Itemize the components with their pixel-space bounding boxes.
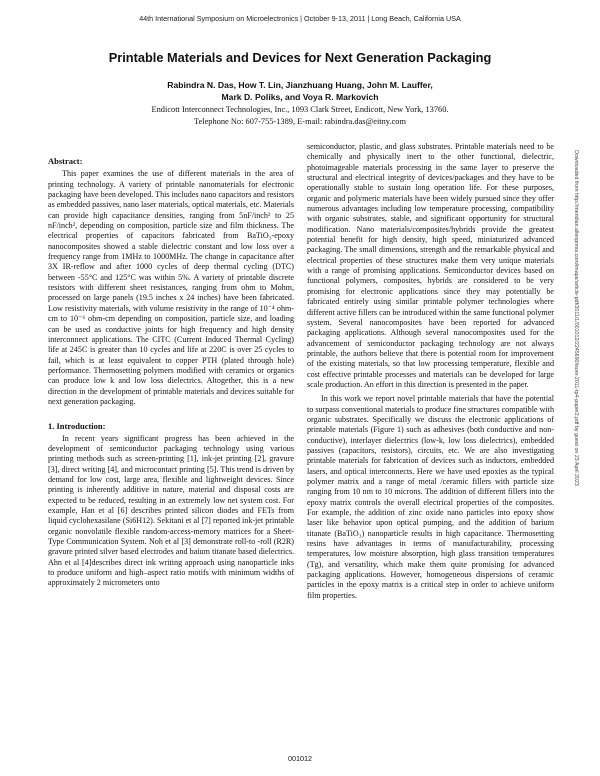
download-watermark: Downloaded from http://meridian.allenpress.com/imaps/article-pdf/2011/1/001012/2245690/isom-2011-tp4-paper2.pdf by guest on 23 April 2023	[573, 150, 579, 486]
affiliation-line-2: Telephone No: 607-755-1389, E-mail: rabindra.das@eitny.com	[194, 116, 406, 126]
authors-line-2: Mark D. Poliks, and Voya R. Markovich	[221, 92, 379, 102]
authors-line-1: Rabindra N. Das, How T. Lin, Jianzhuang Huang, John M. Lauffer,	[167, 80, 433, 90]
left-column	[48, 156, 294, 589]
introduction-heading: 1. Introduction:	[48, 421, 106, 432]
right-paragraph-2: In this work we report novel printable materials that have the potential to surpass conventional materials to produce fine structures compatible with organic substrates. Specifically we discuss the electronic applications of printable materials (Figure 1) such as adhesives (both conductive and non-conductive), interlayer dielectrics (low-k, low loss dielectrics), embedded passives (capacitors, resistors), circuits, etc. We are also investigating printable materials for fabrication of devices such as inductors, embedded lasers, and optical interconnects. Here we have used epoxies as the typical polymer matrix and a range of metal /ceramic fillers with particle size ranging from 10 nm to 10 microns. The addition of different fillers into the epoxy matrix controls the overall electrical properties of the composites. For example, the addition of zinc oxide nano particles into epoxy show laser like behavior upon optical pumping, and the addition of barium titanate (BaTiO₃) nanoparticle results in high capacitance. Thermosetting resins have advantages in terms of manufacturability, processing temperatures, low moisture absorption, high glass transition temperatures (Tg), and versatility, which make them quite promising for advanced packaging applications. However, homogeneous dispersions of ceramic particles in the epoxy matrix is a critical step in order to achieve uniform film properties.	[307, 394, 554, 600]
author-block	[0, 79, 600, 103]
abstract-body: This paper examines the use of different materials in the area of printing technology. A variety of printable nanomaterials for electronic packaging have been developed. This includes nano capacitors and resistors as embedded passives, nano laser materials, optical materials, etc. Materials can provide high capacitance densities, ranging from 5nF/inch² to 25 nF/inch², depending on composition, particle size and film thickness. The electrical properties of capacitors fabricated from BaTiO₃-epoxy nanocomposites showed a stable dielectric constant and low loss over a frequency range from 1MHz to 1000MHz. The change in capacitance after 3X IR-reflow and after 1000 cycles of deep thermal cycling (DTC) between -55°C and 125°C was within 5%. A variety of printable discrete resistors with different sheet resistances, ranging from ohm to Mohm, processed on large panels (19.5 inches x 24 inches) have been fabricated. Low resistivity materials, with volume resistivity in the range of 10⁻⁴ ohm-cm to 10⁻⁶ ohm-cm depending on composition, particle size, and loading can be used as conductive joints for high frequency and high density interconnect applications. The CITC (Current Induced Thermal Cycling) life at 245C is greater than 10 cycles and life at 220C is over 25 cycles to fail, which is at least equivalent to copper PTH (plated through hole) performance. Thermosetting polymers modified with ceramics or organics can produce low k and low loss dielectrics. Altogether, this is a new direction in the development of printable materials and devices suitable for next generation packaging.	[48, 169, 294, 406]
affiliation-block	[0, 104, 600, 127]
right-column	[307, 142, 554, 601]
paper-title: Printable Materials and Devices for Next Generation Packaging	[108, 50, 492, 65]
affiliation-line-1: Endicott Interconnect Technologies, Inc., 1093 Clark Street, Endicott, New York, 13760.	[151, 105, 449, 114]
page-number: 001012	[288, 754, 312, 763]
abstract-heading: Abstract:	[48, 156, 83, 166]
conference-header: 44th International Symposium on Microelectronics | October 9-13, 2011 | Long Beach, California USA	[139, 14, 461, 23]
right-paragraph-1: semiconductor, plastic, and glass substrates. Printable materials need to be chemically and physically inert to the other functional, dielectric, photoimageable materials processing in the same layer to preserve the structural and electrical integrity of devices/packages and they have to be operationally stable to sustain long operation life. For these purposes, organic and polymeric materials have been widely pursued since they offer numerous advantages including low temperature processing, compatibility with organic substrates, stable, and significant opportunity for structural modification. Nano materials/composites/hybrids provide the greatest potential benefit for high density, high speed, miniaturized advanced packaging. The small dimensions, strength and the remarkable physical and electrical properties of these structures make them very unique materials with a range of promising applications. Semiconductor devices based on functional polymers, composites, hybrids are considered to be very promising for electronic applications since they may potentially be fabricated entirely using similar printable polymer technologies where different active fillers can be introduced within the same functional polymer system. Several nanocomposites have been reported for advanced packaging applications. Although several nanocomposites used for the advancement of semiconductor packaging technology are not always printable, the authors believe that there is potential room for improvement of the existing materials, so that low processing temperature, flexible and cost effective printable processes and materials can be developed for large scale production. An effort in this direction is presented in the paper.	[307, 142, 554, 389]
introduction-body: In recent years significant progress has been achieved in the development of semiconductor packaging technology using various printing methods such as screen-printing [1], ink-jet printing [2], gravure [3], direct writing [4], and microcontact printing [5]. This trend is driven by demand for low cost, large area, flexible and lightweight devices. Since printing is inherently additive in nature, material and disposal costs are expected to be reduced, resulting in an extremely low net system cost. For example, Han et al [6] describes printed silicon diodes and FETs from liquid cyclohexasilane (Si6H12). Sekitani et al [7] reported ink-jet printable organic nonvolatile flexible random-access-memory matrices for a Sheet-Type Communication System. Noh et al [3] demonstrate roll-to -roll (R2R) gravure printed silver based electrodes and baium titanate based dielectrics. Ahn et al [4]describes direct ink writing approach using nanoparticle inks to produce uniform and high–aspect ratio motifs with minimum widths of approximately 2 micrometers onto	[48, 433, 294, 588]
